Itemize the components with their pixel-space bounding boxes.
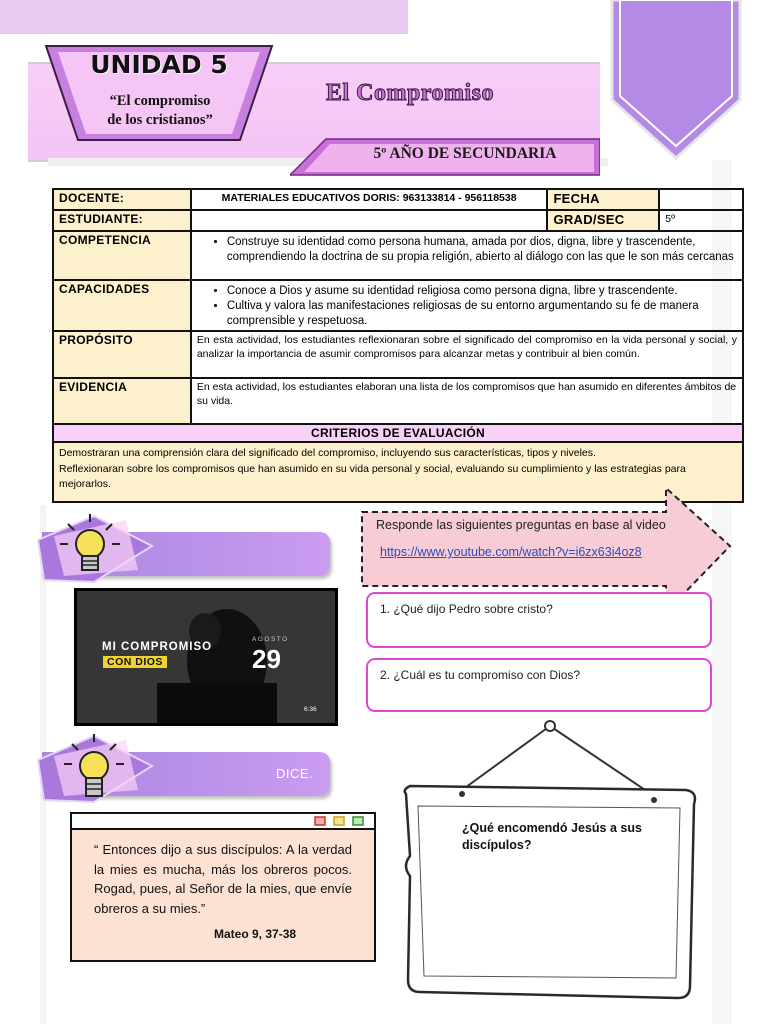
competencia-label: COMPETENCIA	[53, 231, 191, 280]
thumbnail-month: AGOSTO	[252, 636, 289, 643]
proposito-value: En esta actividad, los estudiantes reflexionaran sobre el significado del compromiso en la vida personal y social, y analizar la importancia de asumir compromisos para alcanzar metas y contribuir al bien común.	[191, 331, 743, 378]
capacidades-cell	[191, 280, 743, 331]
capacidad-item: • Conoce a Dios y asume su identidad religiosa como persona digna, libre y trascendente.	[227, 284, 737, 299]
evidencia-value: En esta actividad, los estudiantes elaboran una lista de los compromisos que han asumido en diferentes ámbitos de su vida.	[191, 378, 743, 424]
question-text: 1. ¿Qué dijo Pedro sobre cristo?	[380, 602, 553, 616]
table-row	[53, 331, 743, 378]
lightbulb-icon	[34, 510, 154, 586]
unit-subtitle-line2: de los cristianos”	[107, 112, 213, 128]
table-row	[53, 424, 743, 442]
table-row	[53, 280, 743, 331]
sign-question: ¿Qué encomendó Jesús a sus discípulos?	[462, 821, 642, 852]
question-text: 2. ¿Cuál es tu compromiso con Dios?	[380, 668, 581, 682]
info-table	[52, 188, 744, 503]
criterio-line: Demostraran una comprensión clara del significado del compromiso, incluyendo sus características, tipos y niveles.	[59, 447, 596, 459]
capacidades-label: CAPACIDADES	[53, 280, 191, 331]
table-row	[53, 189, 743, 210]
docente-label: DOCENTE:	[53, 189, 191, 210]
criterio-line: Reflexionaran sobre los compromisos que han asumido en su vida personal y social, evaluando su cumplimiento y las estrategias para mejorarlos.	[59, 462, 686, 490]
evidencia-label: EVIDENCIA	[53, 378, 191, 424]
question-box-1[interactable]	[366, 592, 712, 648]
hanging-sign-icon	[396, 716, 706, 1006]
thumbnail-title-line1: MI COMPROMISO	[102, 641, 213, 653]
competencia-item: • Construye su identidad como persona humana, amada por dios, digna, libre y trascendente, comprendiendo la doctrina de su propia religión, abierto al diálogo con las que le son más cercanas	[227, 235, 737, 265]
window-control-icons	[314, 816, 366, 826]
gradsec-label: GRAD/SEC	[547, 210, 659, 231]
fecha-label: FECHA	[547, 189, 659, 210]
table-row	[53, 210, 743, 231]
criterios-header: CRITERIOS DE EVALUACIÓN	[53, 424, 743, 442]
video-link[interactable]: https://www.youtube.com/watch?v=i6zx63i4oz8	[380, 545, 642, 559]
unit-subtitle-line1: “El compromiso	[109, 93, 211, 109]
dice-label: DICE.	[276, 766, 314, 781]
thumbnail-title-line2: CON DIOS	[103, 656, 167, 668]
gradsec-value: 5º	[659, 210, 743, 231]
docente-value: MATERIALES EDUCATIVOS DORIS: 963133814 - 956118538	[191, 189, 548, 210]
verse-window-titlebar	[72, 814, 374, 830]
bookmark-ribbon-icon	[608, 0, 744, 160]
unit-title: UNIDAD 5	[90, 50, 228, 79]
estudiante-field[interactable]	[191, 210, 548, 231]
page-title: El Compromiso	[325, 80, 495, 106]
fecha-field[interactable]	[659, 189, 743, 210]
verse-reference: Mateo 9, 37-38	[214, 927, 297, 941]
estudiante-label: ESTUDIANTE:	[53, 210, 191, 231]
verse-text: “ Entonces dijo a sus discípulos: A la verdad la mies es mucha, más los obreros pocos. Rogad, pues, al Señor de la mies, que envíe obreros a su mies.”	[94, 842, 352, 916]
competencia-cell	[191, 231, 743, 280]
proposito-label: PROPÓSITO	[53, 331, 191, 378]
question-box-2[interactable]	[366, 658, 712, 712]
thumbnail-day: 29	[252, 644, 281, 674]
table-row	[53, 231, 743, 280]
lightbulb-icon	[34, 730, 154, 806]
video-instruction: Responde las siguientes preguntas en base al video	[376, 518, 666, 532]
top-decor-bar	[0, 0, 408, 34]
video-duration-badge: 6:36	[304, 706, 317, 713]
unit-subtitle	[60, 92, 260, 130]
grade-label: 5º AÑO DE SECUNDARIA	[373, 145, 557, 162]
table-row	[53, 378, 743, 424]
capacidad-item: • Cultiva y valora las manifestaciones religiosas de su entorno argumentando su fe de manera comprensible y respetuosa.	[227, 299, 737, 329]
